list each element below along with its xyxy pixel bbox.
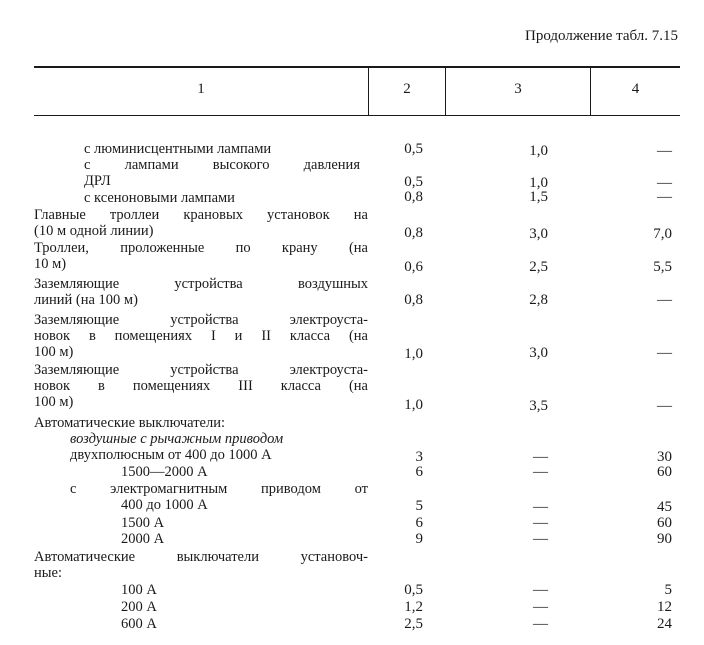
table-cell-col3: — [533, 499, 548, 515]
row-text-line: с лампами высокого давления [84, 157, 360, 173]
table-caption: Продолжение табл. 7.15 [525, 28, 678, 44]
table-cell-col3: 1,0 [529, 175, 548, 191]
table-cell-col2: 0,8 [404, 292, 423, 308]
table-row-description [34, 157, 368, 189]
table-cell-col3: — [533, 616, 548, 632]
table-cell-col2: 1,0 [404, 346, 423, 362]
table-row-description: Заземляющие устройства воздушных линий (на 100 м) [34, 276, 368, 308]
table-row-description: воздушные с рычажным приводом [70, 431, 284, 447]
table-cell-col2: 1,2 [404, 599, 423, 615]
table-row-description: Автоматические выключатели: [34, 415, 225, 431]
table-row-description: с ксеноновыми лампами [84, 190, 235, 206]
table-row-description: Заземляющие устройства электроуста- новок в помещениях III класса (на 100 м) [34, 362, 368, 410]
table-cell-col4: — [657, 292, 672, 308]
table-cell-col3: — [533, 449, 548, 465]
table-row-description: 2000 А [121, 531, 165, 547]
table-cell-col3: 3,0 [529, 226, 548, 242]
table-cell-col2: 0,8 [404, 225, 423, 241]
table-row-description: 100 А [121, 582, 157, 598]
table-cell-col4: 24 [657, 616, 672, 632]
column-header-1: 1 [197, 81, 205, 97]
table-cell-col2: 0,5 [404, 141, 423, 157]
table-cell-col3: — [533, 531, 548, 547]
table-cell-col2: 3 [415, 449, 423, 465]
table-cell-col4: 5,5 [653, 259, 672, 275]
table-cell-col2: 5 [415, 498, 423, 514]
column-header-3: 3 [514, 81, 522, 97]
table-row-description: с электромагнитным приводом от 400 до 1000 А [70, 481, 368, 513]
table-cell-col2: 6 [415, 515, 423, 531]
table-cell-col4: 12 [657, 599, 672, 615]
table-cell-col3: 2,8 [529, 292, 548, 308]
table-cell-col2: 0,5 [404, 582, 423, 598]
table-row-description: 1500—2000 А [121, 464, 208, 480]
table-row-description: 1500 А [121, 515, 165, 531]
table-cell-col4: — [657, 189, 672, 205]
table-row-description: Троллеи, проложенные по крану (на 10 м) [34, 240, 368, 272]
table-cell-col4: 5 [664, 582, 672, 598]
table-cell-col4: 7,0 [653, 226, 672, 242]
column-header-2: 2 [403, 81, 411, 97]
table-cell-col3: 3,0 [529, 345, 548, 361]
table-cell-col4: — [657, 345, 672, 361]
table-cell-col4: — [657, 175, 672, 191]
table-cell-col4: 90 [657, 531, 672, 547]
table-cell-col3: — [533, 464, 548, 480]
row-text-line: ДРЛ [84, 173, 111, 189]
table-row-description: 600 А [121, 616, 157, 632]
header-bottom-rule [34, 115, 680, 116]
table-cell-col4: 60 [657, 464, 672, 480]
table-cell-col4: — [657, 143, 672, 159]
table-cell-col3: 1,5 [529, 189, 548, 205]
table-row-description: Главные троллеи крановых установок на (10 м одной линии) [34, 207, 368, 239]
table-cell-col4: 45 [657, 499, 672, 515]
table-cell-col3: 1,0 [529, 143, 548, 159]
table-cell-col2: 9 [415, 531, 423, 547]
table-top-rule [34, 66, 680, 68]
table-cell-col2: 2,5 [404, 616, 423, 632]
column-header-4: 4 [631, 81, 640, 97]
table-cell-col3: — [533, 582, 548, 598]
table-cell-col4: 60 [657, 515, 672, 531]
table-cell-col3: 3,5 [529, 398, 548, 414]
table-row-description: с люминисцентными лампами [84, 141, 272, 157]
table-cell-col3: — [533, 599, 548, 615]
table-cell-col4: 30 [657, 449, 672, 465]
table-cell-col2: 0,8 [404, 189, 423, 205]
table-row-description: Заземляющие устройства электроуста- новок в помещениях I и II класса (на 100 м) [34, 312, 368, 360]
table-cell-col2: 0,5 [404, 174, 423, 190]
table-cell-col2: 1,0 [404, 397, 423, 413]
table-row-description: 200 А [121, 599, 157, 615]
table-cell-col3: 2,5 [529, 259, 548, 275]
table-row-description: Автоматические выключатели установоч- ные: [34, 549, 368, 581]
table-row-description: двухполюсным от 400 до 1000 А [70, 447, 272, 463]
table-cell-col3: — [533, 515, 548, 531]
table-cell-col4: — [657, 398, 672, 414]
table-cell-col2: 6 [415, 464, 423, 480]
table-cell-col2: 0,6 [404, 259, 423, 275]
